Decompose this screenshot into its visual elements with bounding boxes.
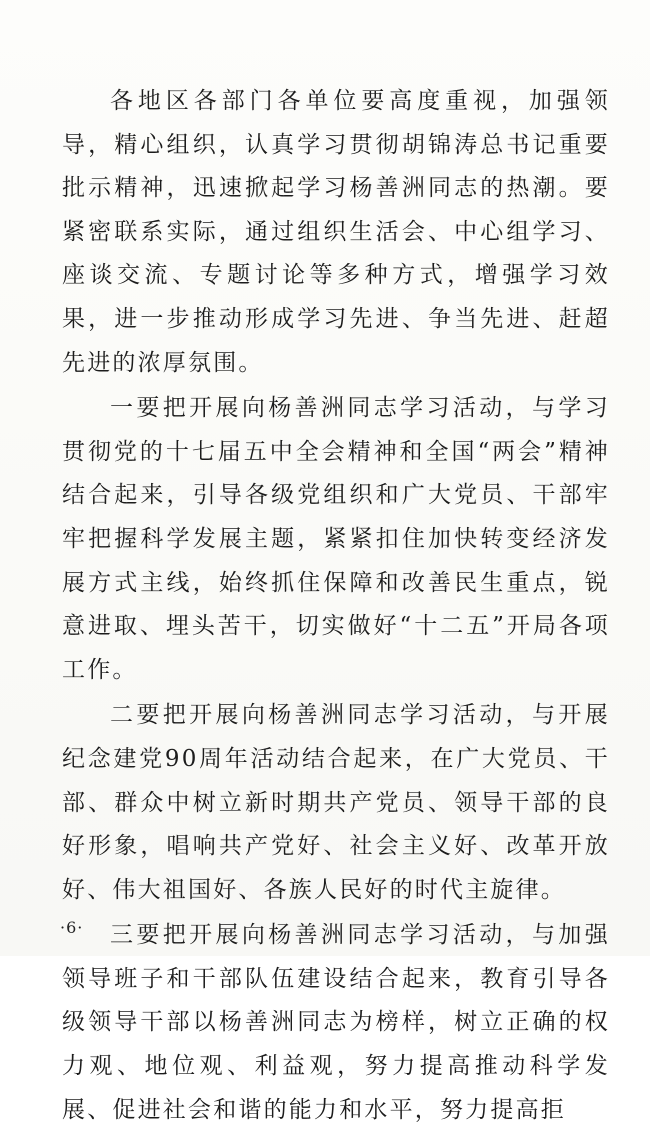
body-text	[62, 80, 610, 1134]
paragraph-point-three: 三要把开展向杨善洲同志学习活动，与加强领导班子和干部队伍建设结合起来，教育引导各级领导干部以杨善洲同志为榜样，树立正确的权力观、地位观、利益观，努力提高推动科学发展、促进社会和谐的能力和水平，努力提高拒	[62, 922, 610, 1123]
page-number: ·6·	[60, 918, 84, 937]
paragraph-point-two: 二要把开展向杨善洲同志学习活动，与开展纪念建党90周年活动结合起来，在广大党员、干部、群众中树立新时期共产党员、领导干部的良好形象，唱响共产党好、社会主义好、改革开放好、伟大祖国好、各族人民好的时代主旋律。	[62, 702, 610, 903]
paragraph-point-one: 一要把开展向杨善洲同志学习活动，与学习贯彻党的十七届五中全会精神和全国“两会”精神结合起来，引导各级党组织和广大党员、干部牢牢把握科学发展主题，紧紧扣住加快转变经济发展方式主线，始终抓住保障和改善民生重点，锐意进取、埋头苦干，切实做好“十二五”开局各项工作。	[62, 395, 610, 683]
paragraph-intro: 各地区各部门各单位要高度重视，加强领导，精心组织，认真学习贯彻胡锦涛总书记重要批示精神，迅速掀起学习杨善洲同志的热潮。要紧密联系实际，通过组织生活会、中心组学习、座谈交流、专题讨论等多种方式，增强学习效果，进一步推动形成学习先进、争当先进、赶超先进的浓厚氛围。	[62, 88, 610, 376]
